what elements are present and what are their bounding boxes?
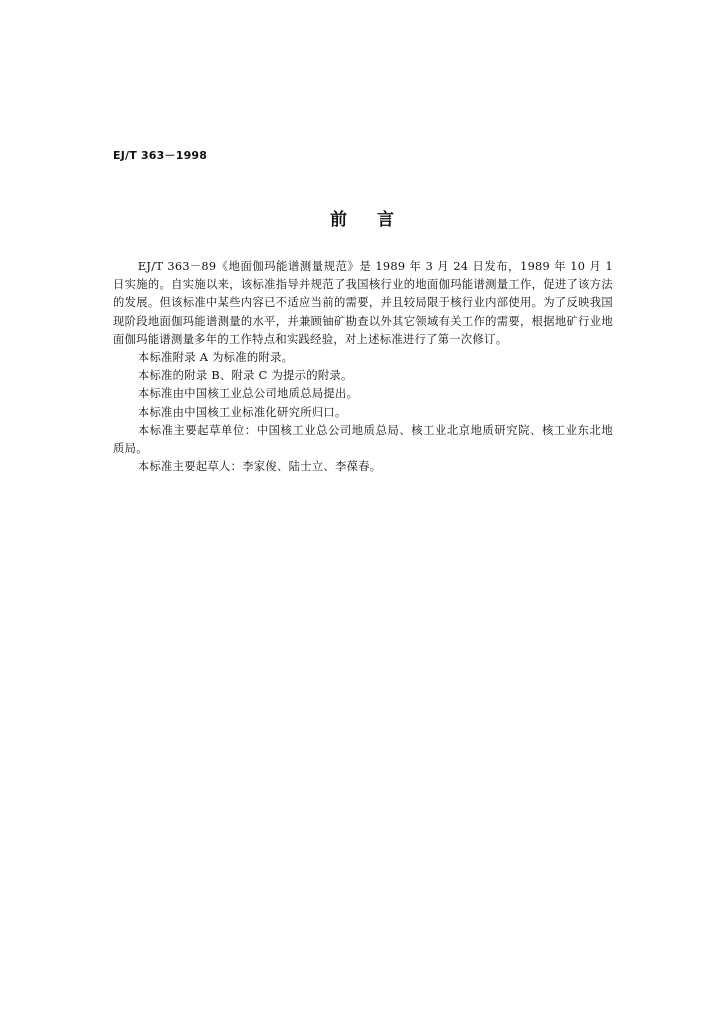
page-title: 前言 <box>330 210 424 230</box>
paragraph-history: EJ/T 363－89《地面伽玛能谱测量规范》是 1989 年 3 月 24 日发布，1989 年 10 月 1 日实施的。自实施以来，该标准指导并规范了我国核行业的地面伽玛能谱测量工作，促进了该方法的发展。但该标准中某些内容已不适应当前的需要，并且较局限于核行业内部使用。为了反映我国现阶段地面伽玛能谱测量的水平，并兼顾铀矿勘查以外其它领域有关工作的需要，根据地矿行业地面伽玛能谱测量多年的工作特点和实践经验，对上述标准进行了第一次修订。 <box>113 260 613 346</box>
foreword-body <box>113 258 613 476</box>
document-code: EJ/T 363－1998 <box>113 149 208 162</box>
paragraph-appendix-a: 本标准附录 A 为标准的附录。 <box>137 351 294 365</box>
paragraph-administered-by: 本标准由中国核工业标准化研究所归口。 <box>137 405 347 419</box>
paragraph-drafting-units: 本标准主要起草单位：中国核工业总公司地质总局、核工业北京地质研究院、核工业东北地质局。 <box>113 423 613 456</box>
paragraph-drafters: 本标准主要起草人：李家俊、陆士立、李葆春。 <box>137 460 382 474</box>
paragraph-proposed-by: 本标准由中国核工业总公司地质总局提出。 <box>137 387 359 401</box>
paragraph-appendix-bc: 本标准的附录 B、附录 C 为提示的附录。 <box>137 369 353 383</box>
